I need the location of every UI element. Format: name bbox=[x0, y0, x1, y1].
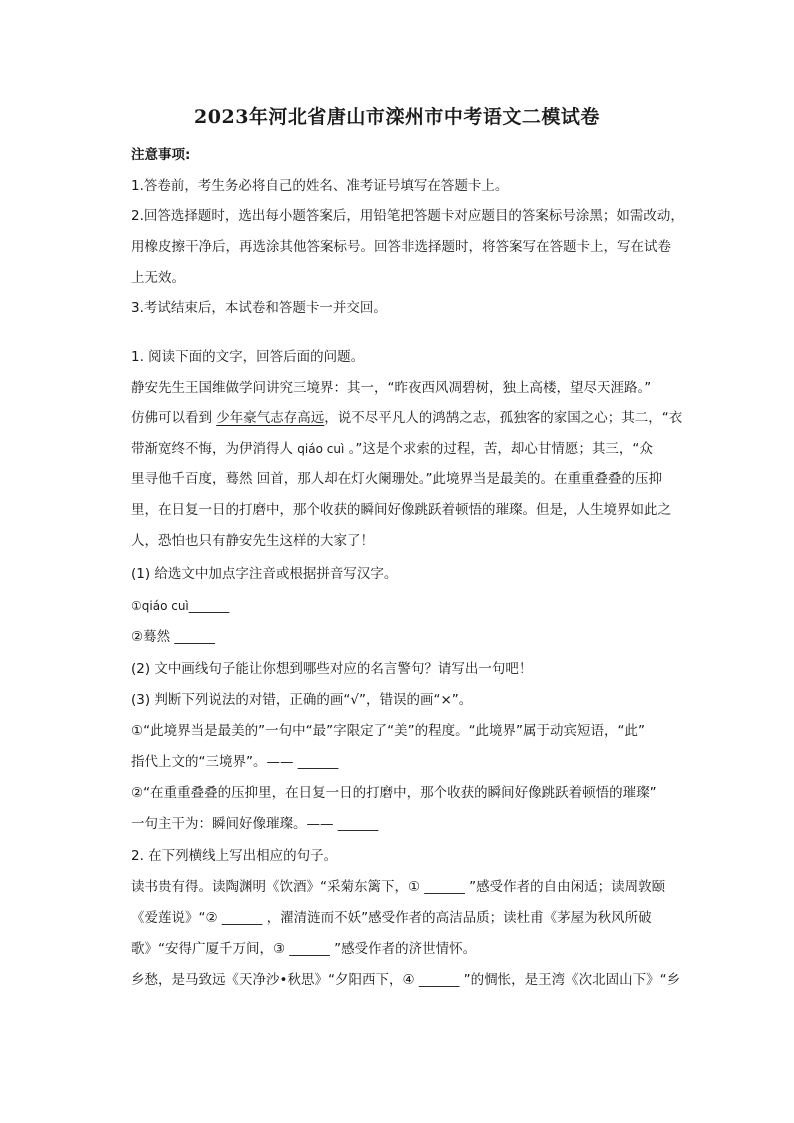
fill-line-4 bbox=[131, 970, 701, 990]
passage-text: 。”这是个求索的过程，苦，却心甘情愿；其三，“众 bbox=[344, 441, 653, 457]
answer-blank[interactable]: ______ bbox=[188, 598, 230, 614]
judge-item-1-line-1: ①“此境界当是最美的”一句中“最”字限定了“美”的程度。“此境界”属于动宾短语，“此” bbox=[131, 723, 646, 739]
judge-text: 一句主干为：瞬间好像璀璨。—— bbox=[131, 816, 334, 832]
answer-blank[interactable]: ______ bbox=[418, 972, 460, 988]
judge-item-2-line-2 bbox=[131, 814, 701, 834]
sub-question-1: (1) 给选文中加点字注音或根据拼音写汉字。 bbox=[131, 566, 398, 582]
sub-question-1-b bbox=[131, 627, 701, 647]
judge-item-2-line-1: ②“在重重叠叠的压抑里，在日复一日的打磨中，那个收获的瞬间好像跳跃着顿悟的璀璨” bbox=[131, 785, 657, 801]
note-item-2-line-1: 2.回答选择题时，选出每小题答案后，用铅笔把答题卡对应题目的答案标号涂黑；如需改动， bbox=[131, 208, 684, 224]
fill-text: 乡愁，是马致远《天净沙•秋思》“夕阳西下，④ bbox=[131, 972, 419, 988]
pinyin-prompt: ①qiáo cuì bbox=[131, 599, 189, 613]
sub-question-1-a bbox=[131, 596, 701, 616]
judge-item-1-line-2 bbox=[131, 752, 701, 772]
passage-line-1: 静安先生王国维做学问讲究三境界：其一，“昨夜西风凋碧树，独上高楼，望尽天涯路。” bbox=[131, 380, 652, 396]
fill-text: ”感受作者的济世情怀。 bbox=[329, 941, 477, 957]
fill-text: ，濯清涟而不妖”感受作者的高洁品质；读杜甫《茅屋为秋风所破 bbox=[262, 910, 652, 926]
answer-blank[interactable]: ______ bbox=[337, 816, 379, 832]
passage-text: 带渐宽终不悔，为伊消得人 bbox=[131, 441, 298, 457]
pinyin-text: qiáo cuì bbox=[297, 442, 345, 456]
answer-blank[interactable]: ______ bbox=[221, 910, 263, 926]
fill-line-3 bbox=[131, 939, 701, 959]
fill-text: 读书贵有得。读陶渊明《饮酒》“采菊东篱下，① bbox=[131, 879, 425, 895]
fill-line-2 bbox=[131, 908, 701, 928]
fill-text: ”的惆怅，是王湾《次北固山下》“乡 bbox=[459, 972, 681, 988]
note-item-2-line-3: 上无效。 bbox=[131, 270, 185, 286]
sub-question-2: (2) 文中画线句子能让你想到哪些对应的名言警句？请写出一句吧！ bbox=[131, 661, 533, 677]
answer-blank[interactable]: ______ bbox=[289, 941, 330, 957]
underlined-sentence: 少年豪气志存高远 bbox=[216, 410, 325, 426]
passage-line-4: 里寻他千百度，蓦然 回首，那人却在灯火阑珊处。”此境界当是最美的。在重重叠叠的压抑 bbox=[131, 471, 663, 487]
note-item-1: 1.答卷前，考生务必将自己的姓名、准考证号填写在答题卡上。 bbox=[131, 178, 509, 194]
fill-text: 《爱莲说》“② bbox=[131, 910, 222, 926]
fill-text: ”感受作者的自由闲适；读周敦颐 bbox=[464, 879, 666, 895]
passage-line-3 bbox=[131, 439, 701, 459]
question-1-heading: 1. 阅读下面的文字，回答后面的问题。 bbox=[131, 349, 365, 365]
sub-question-3: (3) 判断下列说法的对错，正确的画“√”，错误的画“×”。 bbox=[131, 692, 473, 708]
passage-text: ，说不尽平凡人的鸿鹄之志，孤独客的家国之心；其二，“衣 bbox=[324, 410, 683, 426]
answer-blank[interactable]: ______ bbox=[424, 879, 465, 895]
passage-line-6: 人，恐怕也只有静安先生这样的大家了！ bbox=[131, 533, 374, 549]
fill-line-1 bbox=[131, 877, 701, 897]
passage-line-5: 里，在日复一日的打磨中，那个收获的瞬间好像跳跃着顿悟的璀璨。但是，人生境界如此之 bbox=[131, 502, 671, 518]
question-2-heading: 2. 在下列横线上写出相应的句子。 bbox=[131, 848, 338, 864]
answer-blank[interactable]: ______ bbox=[297, 754, 339, 770]
page-title: 2023年河北省唐山市滦州市中考语文二模试卷 bbox=[194, 106, 600, 128]
passage-text: 仿佛可以看到 bbox=[131, 410, 217, 426]
fill-text: 歌》“安得广厦千万间，③ bbox=[131, 941, 290, 957]
word-prompt: ②蓦然 bbox=[131, 629, 171, 645]
answer-blank[interactable]: ______ bbox=[174, 629, 215, 645]
judge-text: 指代上文的“三境界”。—— bbox=[131, 754, 294, 770]
note-item-2-line-2: 用橡皮擦干净后，再选涂其他答案标号。回答非选择题时，将答案写在答题卡上，写在试卷 bbox=[131, 239, 671, 255]
passage-line-2 bbox=[131, 408, 701, 428]
notes-heading: 注意事项: bbox=[131, 147, 191, 163]
note-item-3: 3.考试结束后，本试卷和答题卡一并交回。 bbox=[131, 300, 387, 316]
